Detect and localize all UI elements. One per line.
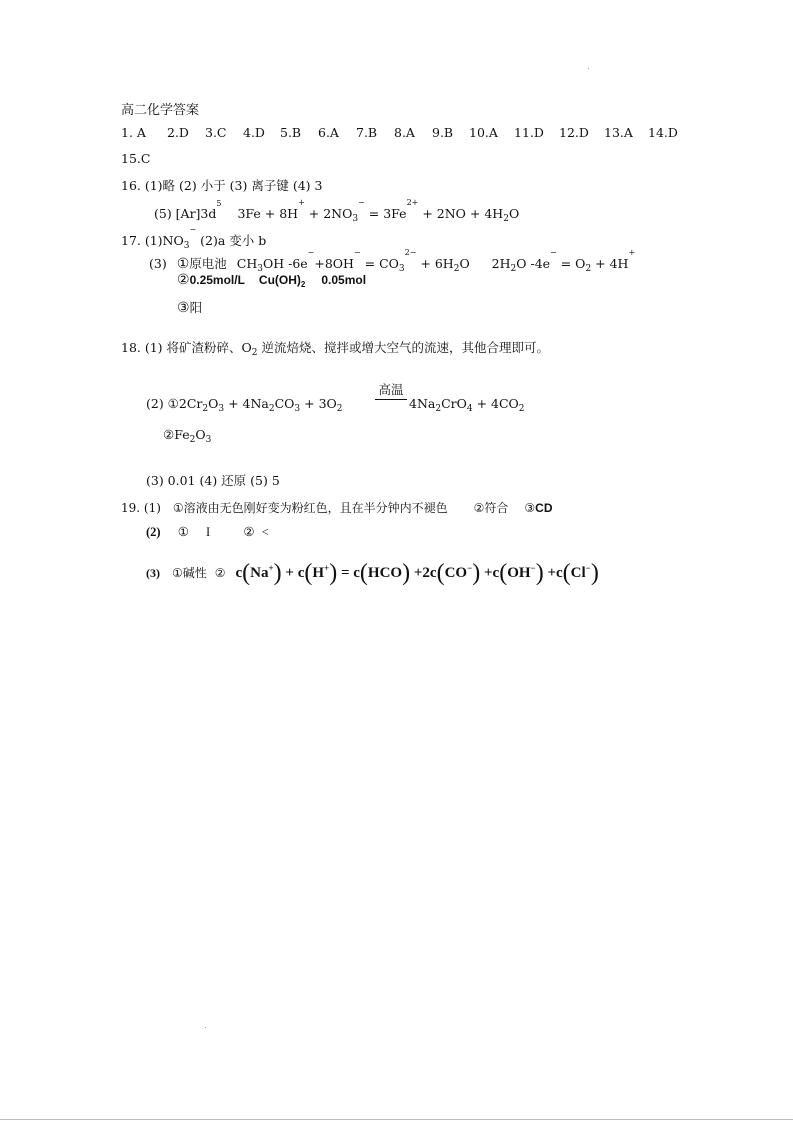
subscript: 2 xyxy=(336,404,343,414)
q16-config: (5) [Ar]3d xyxy=(154,206,217,222)
eq-term: O xyxy=(459,256,470,271)
circled-number: ① xyxy=(177,525,189,539)
q17-line1 xyxy=(121,224,267,251)
mc-answer: 4.D xyxy=(243,125,265,140)
answer-text xyxy=(259,273,305,287)
page-bottom-border xyxy=(0,1119,793,1120)
mc-answer: 12.D xyxy=(559,125,589,140)
eq-term: O xyxy=(508,206,520,222)
eq-term: OH -6e xyxy=(262,256,308,271)
answer-text: 18. (1) 将矿渣粉碎、O xyxy=(121,340,252,355)
eq-term: CrO xyxy=(441,396,467,411)
eq-term: + 2NO xyxy=(304,206,353,222)
eq-term: + 2NO + 4H xyxy=(418,206,504,222)
superscript: − xyxy=(467,563,473,573)
subscript: 2 xyxy=(518,404,525,414)
q18-part2-products xyxy=(409,396,525,414)
q18-part2-equation xyxy=(146,396,343,414)
superscript: 2+ xyxy=(406,198,419,207)
answer-text: 0.05mol xyxy=(321,273,367,287)
mc-answer: 8.A xyxy=(394,125,415,140)
q19-line3 xyxy=(146,560,599,587)
eq-term: Cl xyxy=(570,565,586,581)
answer-text: CD xyxy=(535,501,553,515)
subscript: 2 xyxy=(268,404,275,414)
circled-number: ③ xyxy=(177,300,190,316)
subscript: 3 xyxy=(352,214,359,225)
reaction-condition: 高温 xyxy=(375,380,407,400)
subscript: 3 xyxy=(183,241,190,251)
superscript: 2− xyxy=(404,247,417,257)
eq-term: + xyxy=(285,565,294,581)
eq-term: 2H xyxy=(491,256,511,271)
subscript: 2 xyxy=(251,348,258,358)
speck xyxy=(205,1027,206,1028)
q17-part3-line3 xyxy=(177,298,202,316)
circled-number: ② xyxy=(243,525,255,539)
q19-line1 xyxy=(121,499,553,516)
superscript: + xyxy=(628,247,636,257)
answer-text: ①溶液由无色刚好变为粉红色，且在半分钟内不褪色 xyxy=(172,501,448,515)
eq-term: 3Fe + 8H xyxy=(237,206,299,222)
q17-part3-line1 xyxy=(149,247,636,274)
subscript: 2 xyxy=(435,404,442,414)
subscript: 2 xyxy=(585,264,592,274)
anode-equation xyxy=(236,247,470,274)
mc-answer: 9.B xyxy=(432,125,454,140)
eq-term: = O xyxy=(556,256,586,271)
eq-term: + 6H xyxy=(416,256,454,271)
eq-term: O xyxy=(208,396,219,411)
superscript: − xyxy=(530,563,536,573)
eq-term: 4Na xyxy=(409,396,436,411)
superscript: − xyxy=(585,563,591,573)
eq-term: 2c xyxy=(422,565,437,581)
eq-term: Na xyxy=(250,565,269,581)
part-label: 19. (1) xyxy=(121,501,161,515)
answer-text: ①碱性 xyxy=(171,566,207,580)
subscript: 2 xyxy=(300,280,306,289)
subscript: 3 xyxy=(257,264,263,274)
superscript: − xyxy=(307,247,315,257)
formula: Cu(OH) xyxy=(258,273,301,287)
subscript: 2 xyxy=(453,264,460,274)
eq-term: = 3Fe xyxy=(364,206,407,222)
q18-parts3-5: (3) 0.01 (4) 还原 (5) 5 xyxy=(146,473,280,488)
superscript: + xyxy=(324,563,330,573)
q19-line2 xyxy=(146,524,269,540)
cathode-equation xyxy=(491,247,636,274)
eq-term: OH xyxy=(507,565,531,581)
eq-term: +8OH xyxy=(314,256,354,271)
subscript: 2 xyxy=(202,404,209,414)
eq-term: + 4CO xyxy=(472,396,519,411)
mc-answer: 2.D xyxy=(167,125,189,140)
subscript: 4 xyxy=(466,404,473,414)
q18-part2-2 xyxy=(163,427,212,445)
subscript: 3 xyxy=(294,404,301,414)
mc-answer: 7.B xyxy=(356,125,378,140)
mc-answer: 13.A xyxy=(604,125,633,140)
mc-answer: 10.A xyxy=(469,125,498,140)
eq-term: CO xyxy=(274,396,295,411)
eq-term: + xyxy=(413,565,423,581)
eq-term: c xyxy=(297,565,305,581)
answer-text: < xyxy=(261,525,269,539)
superscript: − xyxy=(189,224,197,234)
mc-answer: 6.A xyxy=(318,125,339,140)
speck xyxy=(588,68,589,69)
eq-term: = CO xyxy=(360,256,399,271)
q16-part5 xyxy=(154,198,520,225)
eq-term: CO xyxy=(444,565,468,581)
subscript: 2 xyxy=(189,435,196,445)
superscript: − xyxy=(550,247,557,257)
circled-number: ② xyxy=(177,272,190,288)
mc-answer: 15.C xyxy=(121,151,151,166)
subscript: 2 xyxy=(510,264,517,274)
q16-equation xyxy=(237,198,520,225)
answer-text: 逆流焙烧、搅拌或增大空气的流速，其他合理即可。 xyxy=(257,340,549,355)
subscript: 2 xyxy=(503,214,509,225)
superscript: − xyxy=(353,247,361,257)
part-label: (3) xyxy=(149,256,167,271)
superscript: + xyxy=(298,198,305,207)
eq-term: c xyxy=(492,565,500,581)
eq-term: + xyxy=(483,565,493,581)
circled-number: ② xyxy=(214,566,226,580)
answer-text: 原电池 xyxy=(189,256,227,271)
part-label: (2) xyxy=(146,525,161,539)
mc-answer: 11.D xyxy=(514,125,544,140)
answer-text: 阳 xyxy=(189,300,203,315)
mc-answer: 1. A xyxy=(121,125,146,140)
subscript: 3 xyxy=(218,404,225,414)
subscript: 3 xyxy=(398,264,405,274)
q16-line1: 16. (1)略 (2) 小于 (3) 离子键 (4) 3 xyxy=(121,178,323,193)
superscript: 5 xyxy=(216,199,222,208)
eq-term: + 3O xyxy=(300,396,337,411)
superscript: + xyxy=(268,563,274,573)
q17-part1: 17. (1)NO xyxy=(121,233,184,248)
q17-part3-line2 xyxy=(177,272,366,288)
answer-text: 0.25mol/L xyxy=(189,273,245,287)
eq-term: ②Fe xyxy=(163,427,190,442)
eq-term: + 4H xyxy=(591,256,629,271)
eq-term: c xyxy=(235,565,243,581)
page-title: 高二化学答案 xyxy=(121,103,200,118)
eq-term: H xyxy=(312,565,325,581)
eq-term: CH xyxy=(236,256,258,271)
eq-term: + xyxy=(547,565,556,581)
eq-term: O xyxy=(195,427,206,442)
eq-term: c xyxy=(353,565,360,581)
eq-term: + 4Na xyxy=(224,396,269,411)
circled-number: ③ xyxy=(524,501,536,515)
mc-answer: 14.D xyxy=(648,125,678,140)
eq-term: = xyxy=(340,565,350,581)
circled-number: ① xyxy=(176,256,190,272)
mc-answer: 3.C xyxy=(205,125,227,140)
mc-answer: 5.B xyxy=(280,125,302,140)
superscript: − xyxy=(358,198,365,207)
answer-text: ②符合 xyxy=(473,501,509,515)
eq-term: HCO xyxy=(367,565,403,581)
q18-line1 xyxy=(121,338,549,356)
part-label: (3) xyxy=(146,566,160,580)
subscript: 3 xyxy=(205,435,212,445)
eq-term: c xyxy=(556,565,563,581)
eq-term: O -4e xyxy=(516,256,551,271)
charge-balance-equation: c(Na+) + c(H+) = c(HCO) +2c(CO−) +c(OH−) +c(Cl−) xyxy=(235,560,599,586)
q17-part2: (2)a 变小 b xyxy=(196,233,267,248)
answer-text: I xyxy=(206,525,211,539)
eq-term: (2) ①2Cr xyxy=(146,396,203,411)
